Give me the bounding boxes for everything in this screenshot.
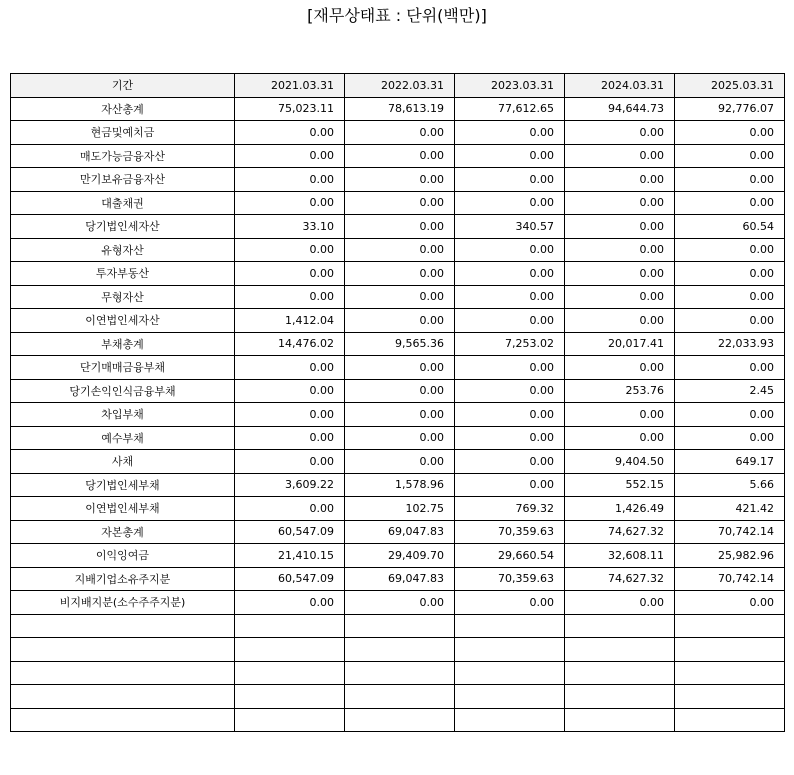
value-cell: 78,613.19 [345, 97, 455, 121]
value-cell [235, 708, 345, 732]
value-cell: 0.00 [455, 121, 565, 145]
table-row [11, 238, 785, 262]
value-cell [675, 685, 785, 709]
value-cell: 0.00 [235, 379, 345, 403]
value-cell: 0.00 [345, 215, 455, 239]
value-cell: 0.00 [345, 450, 455, 474]
table-row [11, 168, 785, 192]
value-cell [235, 685, 345, 709]
value-cell: 70,359.63 [455, 567, 565, 591]
value-cell: 9,565.36 [345, 332, 455, 356]
value-cell: 32,608.11 [565, 544, 675, 568]
table-body [11, 97, 785, 732]
value-cell: 0.00 [565, 403, 675, 427]
value-cell: 3,609.22 [235, 473, 345, 497]
header-cell-date: 2023.03.31 [455, 74, 565, 98]
value-cell: 0.00 [675, 238, 785, 262]
value-cell: 0.00 [565, 215, 675, 239]
row-label-cell: 자산총계 [11, 97, 235, 121]
value-cell: 70,359.63 [455, 520, 565, 544]
value-cell: 21,410.15 [235, 544, 345, 568]
table-row [11, 614, 785, 638]
value-cell: 0.00 [345, 403, 455, 427]
value-cell: 0.00 [455, 450, 565, 474]
value-cell: 0.00 [455, 473, 565, 497]
value-cell: 74,627.32 [565, 567, 675, 591]
value-cell: 0.00 [345, 591, 455, 615]
row-label-cell: 단기매매금융부채 [11, 356, 235, 380]
row-label-cell [11, 614, 235, 638]
value-cell: 7,253.02 [455, 332, 565, 356]
value-cell: 0.00 [455, 238, 565, 262]
value-cell: 70,742.14 [675, 520, 785, 544]
table-row [11, 426, 785, 450]
value-cell: 0.00 [235, 356, 345, 380]
table-row [11, 591, 785, 615]
value-cell: 2.45 [675, 379, 785, 403]
value-cell: 0.00 [565, 285, 675, 309]
value-cell: 0.00 [345, 379, 455, 403]
value-cell: 0.00 [455, 144, 565, 168]
value-cell [455, 708, 565, 732]
value-cell: 769.32 [455, 497, 565, 521]
value-cell: 0.00 [675, 191, 785, 215]
page-title: [재무상태표 : 단위(백만)] [307, 6, 487, 25]
value-cell: 0.00 [675, 285, 785, 309]
value-cell: 0.00 [345, 191, 455, 215]
value-cell: 14,476.02 [235, 332, 345, 356]
row-label-cell: 현금및예치금 [11, 121, 235, 145]
value-cell: 0.00 [565, 191, 675, 215]
value-cell: 0.00 [675, 403, 785, 427]
table-row [11, 262, 785, 286]
header-cell-date: 2021.03.31 [235, 74, 345, 98]
value-cell: 0.00 [455, 191, 565, 215]
value-cell: 0.00 [455, 262, 565, 286]
value-cell: 0.00 [235, 426, 345, 450]
financial-statement-table [10, 73, 785, 732]
row-label-cell: 사채 [11, 450, 235, 474]
value-cell [455, 614, 565, 638]
header-cell-date: 2022.03.31 [345, 74, 455, 98]
row-label-cell [11, 661, 235, 685]
value-cell [345, 685, 455, 709]
value-cell: 0.00 [235, 121, 345, 145]
value-cell [235, 661, 345, 685]
value-cell: 5.66 [675, 473, 785, 497]
table-header-row [11, 74, 785, 98]
table-row [11, 215, 785, 239]
table-row [11, 309, 785, 333]
row-label-cell: 자본총계 [11, 520, 235, 544]
value-cell: 69,047.83 [345, 567, 455, 591]
row-label-cell: 유형자산 [11, 238, 235, 262]
row-label-cell: 투자부동산 [11, 262, 235, 286]
value-cell: 0.00 [455, 591, 565, 615]
value-cell: 0.00 [345, 144, 455, 168]
value-cell [565, 685, 675, 709]
table-row [11, 638, 785, 662]
value-cell: 0.00 [345, 309, 455, 333]
value-cell: 0.00 [235, 238, 345, 262]
value-cell: 0.00 [235, 191, 345, 215]
row-label-cell: 당기손익인식금융부채 [11, 379, 235, 403]
value-cell: 0.00 [675, 356, 785, 380]
table-row [11, 356, 785, 380]
row-label-cell: 지배기업소유주지분 [11, 567, 235, 591]
value-cell [345, 614, 455, 638]
table-row [11, 97, 785, 121]
table-row [11, 473, 785, 497]
value-cell: 0.00 [345, 285, 455, 309]
row-label-cell: 이익잉여금 [11, 544, 235, 568]
table-row [11, 544, 785, 568]
value-cell [455, 638, 565, 662]
value-cell: 0.00 [675, 309, 785, 333]
table-row [11, 661, 785, 685]
row-label-cell: 부채총계 [11, 332, 235, 356]
table-row [11, 450, 785, 474]
table-row [11, 403, 785, 427]
value-cell: 0.00 [235, 262, 345, 286]
value-cell [235, 638, 345, 662]
value-cell [235, 614, 345, 638]
value-cell: 9,404.50 [565, 450, 675, 474]
value-cell: 0.00 [675, 144, 785, 168]
value-cell: 77,612.65 [455, 97, 565, 121]
value-cell: 0.00 [455, 403, 565, 427]
row-label-cell: 이연법인세부채 [11, 497, 235, 521]
value-cell [455, 685, 565, 709]
value-cell [345, 661, 455, 685]
value-cell: 0.00 [235, 497, 345, 521]
row-label-cell: 이연법인세자산 [11, 309, 235, 333]
value-cell: 75,023.11 [235, 97, 345, 121]
value-cell: 60,547.09 [235, 520, 345, 544]
value-cell: 0.00 [675, 121, 785, 145]
value-cell: 0.00 [235, 403, 345, 427]
value-cell [565, 638, 675, 662]
value-cell: 0.00 [235, 591, 345, 615]
value-cell: 421.42 [675, 497, 785, 521]
value-cell: 0.00 [565, 591, 675, 615]
header-cell-date: 2024.03.31 [565, 74, 675, 98]
value-cell [675, 661, 785, 685]
table-row [11, 520, 785, 544]
value-cell: 0.00 [565, 168, 675, 192]
value-cell: 74,627.32 [565, 520, 675, 544]
value-cell: 1,412.04 [235, 309, 345, 333]
value-cell: 94,644.73 [565, 97, 675, 121]
value-cell: 69,047.83 [345, 520, 455, 544]
value-cell: 0.00 [565, 144, 675, 168]
value-cell [675, 638, 785, 662]
value-cell: 0.00 [565, 426, 675, 450]
row-label-cell: 대출채권 [11, 191, 235, 215]
value-cell: 1,578.96 [345, 473, 455, 497]
value-cell: 0.00 [345, 426, 455, 450]
table-row [11, 708, 785, 732]
table-row [11, 379, 785, 403]
table-row [11, 685, 785, 709]
value-cell: 0.00 [345, 121, 455, 145]
value-cell: 0.00 [675, 591, 785, 615]
row-label-cell: 무형자산 [11, 285, 235, 309]
value-cell [345, 708, 455, 732]
table-row [11, 191, 785, 215]
value-cell: 0.00 [565, 262, 675, 286]
value-cell: 0.00 [455, 285, 565, 309]
value-cell: 0.00 [235, 168, 345, 192]
value-cell: 649.17 [675, 450, 785, 474]
value-cell [565, 661, 675, 685]
value-cell [565, 708, 675, 732]
value-cell: 70,742.14 [675, 567, 785, 591]
value-cell: 60.54 [675, 215, 785, 239]
value-cell: 0.00 [675, 426, 785, 450]
table-row [11, 121, 785, 145]
header-cell-date: 2025.03.31 [675, 74, 785, 98]
value-cell: 0.00 [455, 168, 565, 192]
value-cell: 22,033.93 [675, 332, 785, 356]
value-cell: 340.57 [455, 215, 565, 239]
value-cell [455, 661, 565, 685]
value-cell: 29,409.70 [345, 544, 455, 568]
table-row [11, 285, 785, 309]
value-cell: 0.00 [675, 168, 785, 192]
value-cell: 0.00 [565, 356, 675, 380]
value-cell: 0.00 [565, 238, 675, 262]
value-cell: 0.00 [345, 168, 455, 192]
value-cell: 20,017.41 [565, 332, 675, 356]
value-cell: 0.00 [235, 144, 345, 168]
value-cell: 0.00 [565, 121, 675, 145]
row-label-cell: 당기법인세부채 [11, 473, 235, 497]
row-label-cell [11, 708, 235, 732]
value-cell: 92,776.07 [675, 97, 785, 121]
value-cell [565, 614, 675, 638]
value-cell [675, 614, 785, 638]
value-cell: 29,660.54 [455, 544, 565, 568]
value-cell: 102.75 [345, 497, 455, 521]
value-cell: 1,426.49 [565, 497, 675, 521]
table-row [11, 567, 785, 591]
value-cell: 60,547.09 [235, 567, 345, 591]
value-cell: 33.10 [235, 215, 345, 239]
value-cell: 0.00 [455, 309, 565, 333]
value-cell [345, 638, 455, 662]
value-cell: 25,982.96 [675, 544, 785, 568]
row-label-cell: 매도가능금융자산 [11, 144, 235, 168]
table-row [11, 332, 785, 356]
row-label-cell: 비지배지분(소수주주지분) [11, 591, 235, 615]
table-row [11, 144, 785, 168]
value-cell: 0.00 [675, 262, 785, 286]
value-cell: 0.00 [455, 426, 565, 450]
row-label-cell [11, 638, 235, 662]
value-cell: 0.00 [455, 379, 565, 403]
table-row [11, 497, 785, 521]
value-cell: 0.00 [565, 309, 675, 333]
row-label-cell: 만기보유금융자산 [11, 168, 235, 192]
row-label-cell: 당기법인세자산 [11, 215, 235, 239]
value-cell: 0.00 [345, 262, 455, 286]
value-cell: 552.15 [565, 473, 675, 497]
row-label-cell [11, 685, 235, 709]
row-label-cell: 예수부채 [11, 426, 235, 450]
value-cell: 0.00 [235, 285, 345, 309]
value-cell: 253.76 [565, 379, 675, 403]
row-label-cell: 차입부채 [11, 403, 235, 427]
value-cell [675, 708, 785, 732]
value-cell: 0.00 [345, 238, 455, 262]
value-cell: 0.00 [455, 356, 565, 380]
value-cell: 0.00 [235, 450, 345, 474]
value-cell: 0.00 [345, 356, 455, 380]
header-cell-period: 기간 [11, 74, 235, 98]
